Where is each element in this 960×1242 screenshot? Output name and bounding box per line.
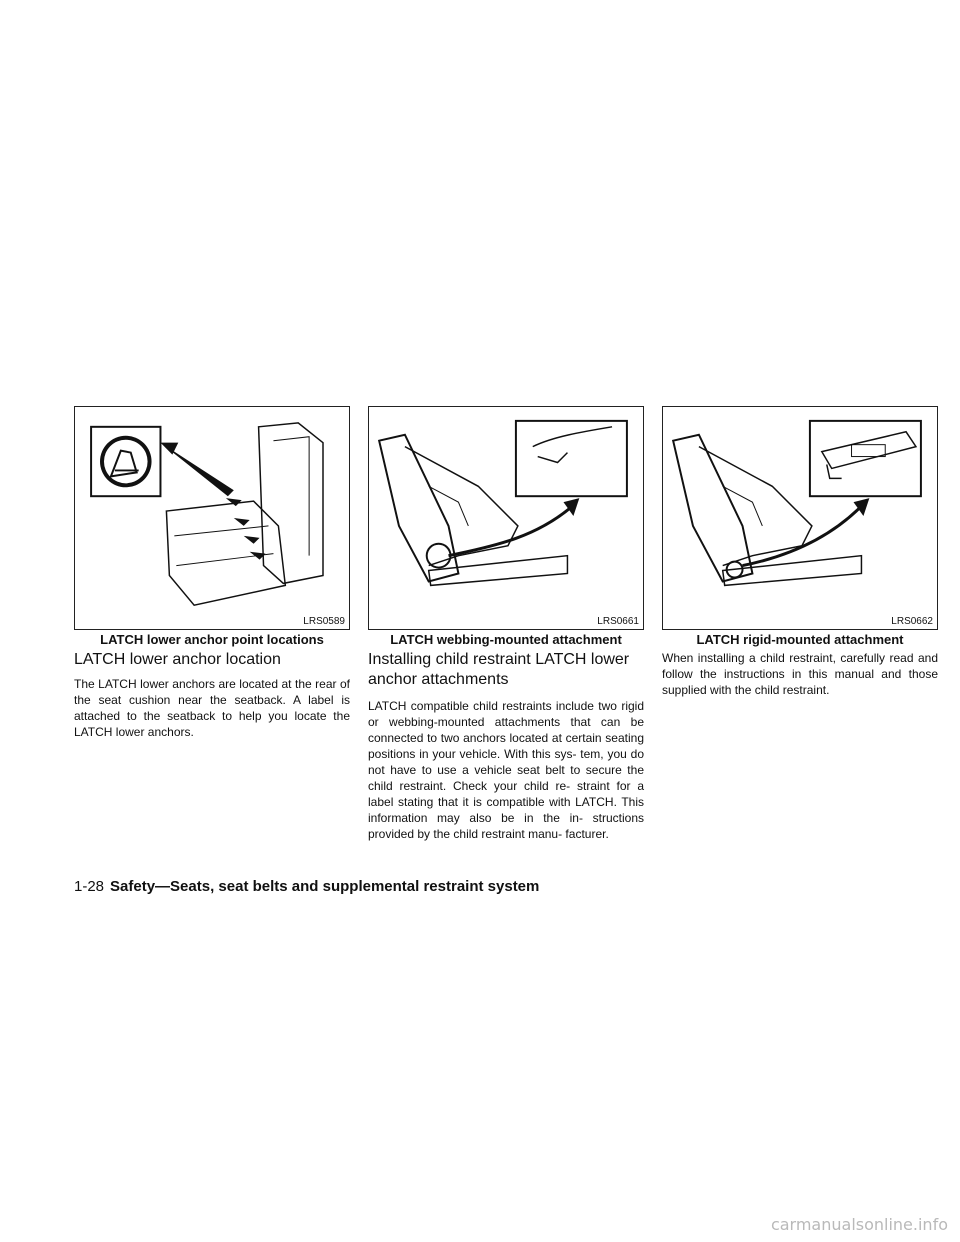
figure-rigid-attachment bbox=[662, 406, 938, 630]
page-footer bbox=[74, 878, 539, 895]
figure-code: LRS0589 bbox=[303, 616, 345, 627]
section-heading: Installing child restraint LATCH lower anchor attachments bbox=[368, 651, 630, 688]
figure-caption: LATCH rigid-mounted attachment bbox=[696, 632, 904, 647]
section-title: Safety—Seats, seat belts and supplemental restraint system bbox=[110, 878, 540, 895]
note-body: When installing a child restraint, carefully read and follow the instructions in this manual and those supplied with the child restraint. bbox=[662, 651, 938, 697]
webbing-attachment-illustration bbox=[369, 407, 643, 629]
figure-caption: LATCH lower anchor point locations bbox=[100, 632, 324, 647]
section-heading: LATCH lower anchor location bbox=[74, 651, 281, 668]
figure-caption: LATCH webbing-mounted attachment bbox=[390, 632, 622, 647]
rigid-attachment-illustration bbox=[663, 407, 937, 629]
figure-code: LRS0662 bbox=[891, 616, 933, 627]
section-body: The LATCH lower anchors are located at the rear of the seat cushion near the seatback. A label is attached to the seatback to help you locate the LATCH lower anchors. bbox=[74, 677, 350, 739]
figure-webbing-attachment bbox=[368, 406, 644, 630]
figure-code: LRS0661 bbox=[597, 616, 639, 627]
section-body: LATCH compatible child restraints include two rigid or webbing-mounted attachments that can be connected to two anchors located at certain seating positions in your vehicle. With this sys- tem, you do not have to use a vehicle seat belt to secure the child restraint. Check your child re- straint for a label stating that it is compatible with LATCH. This information may also be in the in- structions provided by the child restraint manu- facturer. bbox=[368, 699, 644, 841]
figure-lower-anchor-points bbox=[74, 406, 350, 630]
seat-anchor-illustration bbox=[75, 407, 349, 629]
watermark: carmanualsonline.info bbox=[770, 1215, 948, 1234]
page-number: 1-28 bbox=[74, 878, 105, 895]
